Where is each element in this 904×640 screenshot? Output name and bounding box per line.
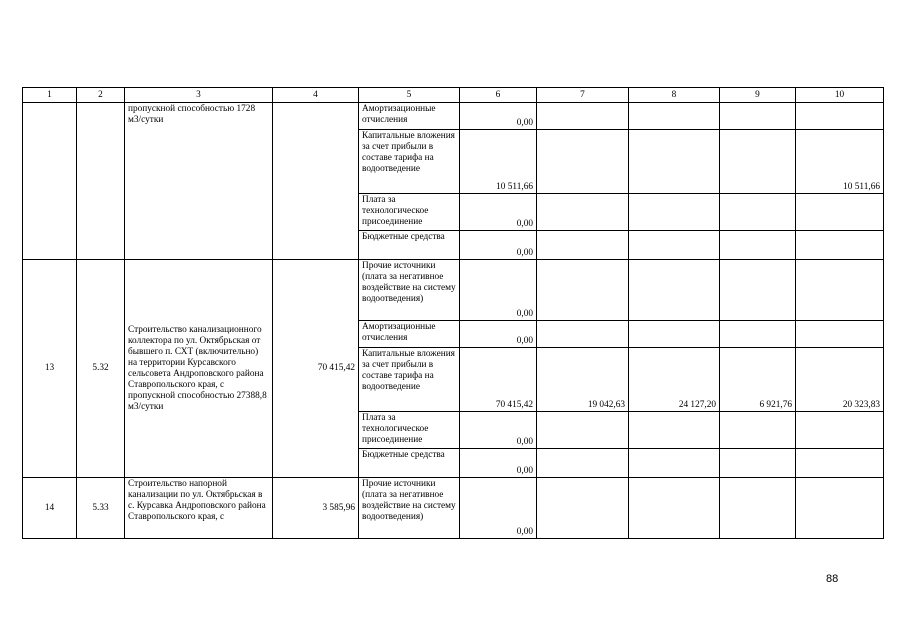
funding-source-cell: Плата за технологическое присоединение [359, 194, 460, 231]
value-cell [629, 130, 720, 194]
value-cell [537, 103, 629, 130]
item-code-cell [77, 103, 125, 260]
funding-source-cell: Плата за технологическое присоединение [359, 412, 460, 449]
value-cell [720, 412, 796, 449]
value-cell [629, 412, 720, 449]
item-number-cell [23, 103, 77, 260]
value-cell: 0,00 [460, 231, 537, 260]
value-cell [537, 260, 629, 321]
value-cell [629, 194, 720, 231]
value-cell: 0,00 [460, 194, 537, 231]
value-cell: 0,00 [460, 478, 537, 539]
table-row [23, 103, 884, 130]
column-header: 1 [23, 88, 77, 103]
value-cell [629, 231, 720, 260]
table-row [23, 260, 884, 321]
value-cell [537, 130, 629, 194]
value-cell [537, 231, 629, 260]
value-cell: 20 323,83 [796, 348, 884, 412]
value-cell [796, 260, 884, 321]
value-cell: 10 511,66 [460, 130, 537, 194]
column-header: 9 [720, 88, 796, 103]
value-cell [796, 103, 884, 130]
value-cell [796, 478, 884, 539]
value-cell: 0,00 [460, 449, 537, 478]
value-cell: 70 415,42 [460, 348, 537, 412]
item-name-cell: Строительство канализационного коллектора по ул. Октябрьская от бывшего п. СХТ (включительно) на территории Курсавского сельсовета Андроповского района Ставропольского края, с пропускной способностью 27388,8 м3/сутки [125, 260, 273, 478]
value-cell [796, 321, 884, 348]
funding-source-cell: Бюджетные средства [359, 231, 460, 260]
value-cell: 0,00 [460, 103, 537, 130]
table-row [23, 478, 884, 539]
item-number-cell: 14 [23, 478, 77, 539]
item-total-cell: 3 585,96 [273, 478, 359, 539]
value-cell [537, 449, 629, 478]
funding-source-cell: Капитальные вложения за счет прибыли в составе тарифа на водоотведение [359, 348, 460, 412]
funding-source-cell: Прочие источники (плата за негативное воздействие на систему водоотведения) [359, 478, 460, 539]
value-cell [720, 321, 796, 348]
value-cell [720, 260, 796, 321]
column-header: 8 [629, 88, 720, 103]
investment-table [22, 87, 884, 539]
value-cell [720, 103, 796, 130]
funding-source-cell: Амортизационные отчисления [359, 321, 460, 348]
value-cell [537, 321, 629, 348]
item-name-cell: пропускной способностью 1728 м3/сутки [125, 103, 273, 260]
column-header: 10 [796, 88, 884, 103]
funding-source-cell: Бюджетные средства [359, 449, 460, 478]
value-cell: 10 511,66 [796, 130, 884, 194]
value-cell [629, 321, 720, 348]
value-cell [629, 449, 720, 478]
value-cell [796, 449, 884, 478]
value-cell [537, 412, 629, 449]
column-header: 4 [273, 88, 359, 103]
column-number-row [23, 88, 884, 103]
value-cell [796, 231, 884, 260]
column-header: 6 [460, 88, 537, 103]
item-total-cell [273, 103, 359, 260]
value-cell [537, 194, 629, 231]
value-cell [720, 478, 796, 539]
item-number-cell: 13 [23, 260, 77, 478]
column-header: 7 [537, 88, 629, 103]
item-code-cell: 5.33 [77, 478, 125, 539]
funding-source-cell: Амортизационные отчисления [359, 103, 460, 130]
value-cell [629, 260, 720, 321]
value-cell [796, 194, 884, 231]
value-cell [720, 449, 796, 478]
value-cell [629, 478, 720, 539]
item-total-cell: 70 415,42 [273, 260, 359, 478]
column-header: 2 [77, 88, 125, 103]
value-cell [720, 130, 796, 194]
value-cell [796, 412, 884, 449]
page-number: 88 [826, 573, 839, 585]
value-cell: 0,00 [460, 260, 537, 321]
value-cell [537, 478, 629, 539]
column-header: 3 [125, 88, 273, 103]
value-cell: 19 042,63 [537, 348, 629, 412]
value-cell: 0,00 [460, 412, 537, 449]
item-code-cell: 5.32 [77, 260, 125, 478]
value-cell: 6 921,76 [720, 348, 796, 412]
funding-source-cell: Прочие источники (плата за негативное воздействие на систему водоотведения) [359, 260, 460, 321]
value-cell: 0,00 [460, 321, 537, 348]
value-cell [720, 194, 796, 231]
value-cell: 24 127,20 [629, 348, 720, 412]
funding-source-cell: Капитальные вложения за счет прибыли в составе тарифа на водоотведение [359, 130, 460, 194]
item-name-cell: Строительство напорной канализации по ул. Октябрьская в с. Курсавка Андроповского района Ставропольского края, с [125, 478, 273, 539]
value-cell [720, 231, 796, 260]
column-header: 5 [359, 88, 460, 103]
value-cell [629, 103, 720, 130]
